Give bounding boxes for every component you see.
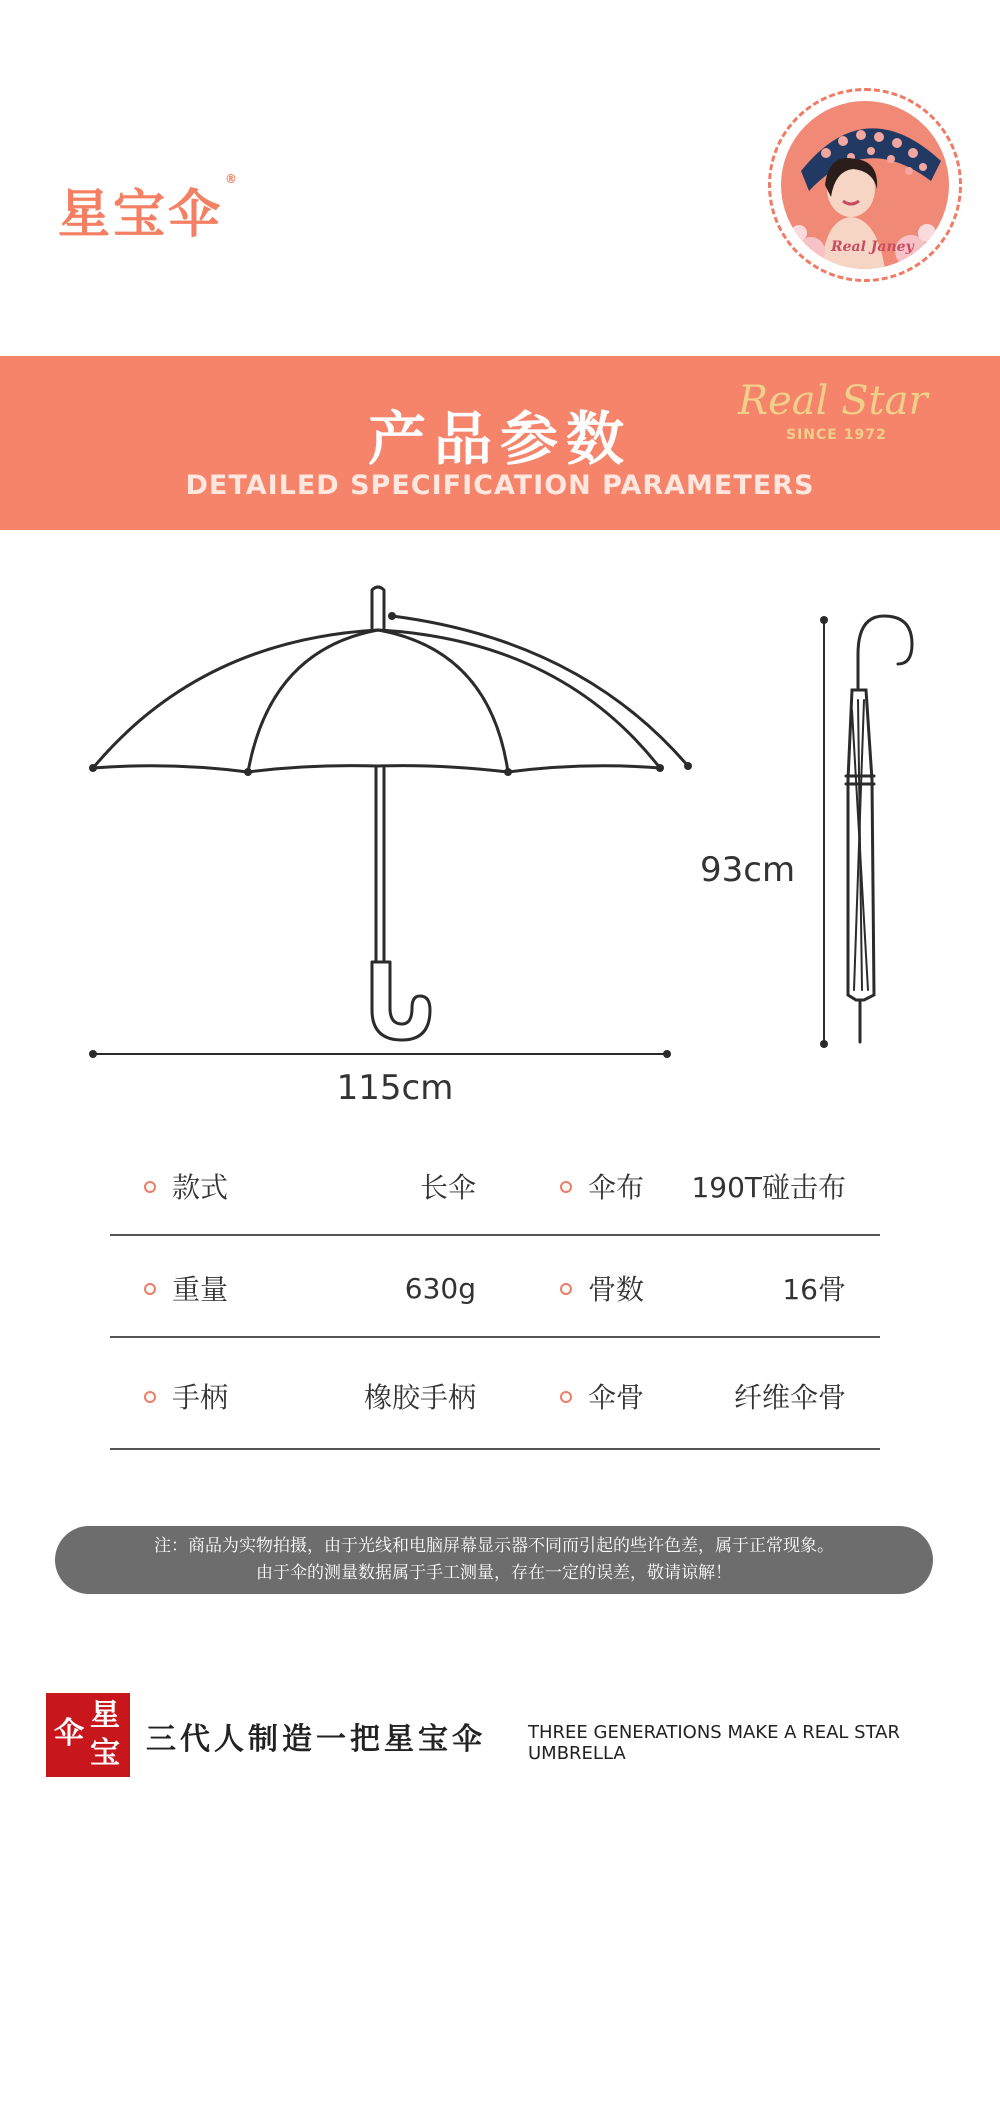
divider (110, 1448, 880, 1450)
bullet-icon (560, 1283, 572, 1295)
width-measurement: 115cm (336, 1068, 454, 1108)
badge-signature: Real Janey (831, 239, 914, 255)
divider (110, 1336, 880, 1338)
spec-value: 橡胶手柄 (363, 1381, 476, 1414)
spec-value: 190T碰击布 (691, 1171, 846, 1204)
seal-char: 宝 (90, 1736, 120, 1771)
spec-value: 长伞 (419, 1171, 476, 1204)
closed-handle-icon (858, 616, 912, 690)
spec-label: 手柄 (172, 1381, 229, 1414)
mascot-portrait-image (781, 101, 949, 269)
brand-seal-logo (46, 1693, 130, 1777)
spec-label: 款式 (172, 1171, 229, 1204)
umbrella-dimension-diagram (0, 560, 1000, 1080)
divider (110, 1234, 880, 1236)
spec-label: 伞布 (588, 1171, 645, 1204)
disclaimer-note (55, 1526, 933, 1594)
real-star-script-logo: Real Star (738, 378, 928, 424)
real-star-since: SINCE 1972 (786, 427, 887, 443)
mascot-badge (768, 88, 962, 282)
seal-char: 伞 (54, 1716, 84, 1751)
bullet-icon (560, 1181, 572, 1193)
spec-label: 骨数 (588, 1273, 645, 1306)
height-measurement: 93cm (700, 850, 796, 890)
brand-logo-text: 星宝伞 (58, 185, 224, 245)
spec-label: 伞骨 (588, 1381, 645, 1414)
note-line-2: 由于伞的测量数据属于手工测量，存在一定的误差，敬请谅解！ (256, 1563, 732, 1583)
spec-row (110, 1238, 880, 1338)
spec-value: 纤维伞骨 (733, 1381, 846, 1414)
registered-mark: ® (225, 172, 241, 186)
canopy-outline-icon (93, 630, 660, 768)
spec-value: 16骨 (782, 1273, 846, 1306)
bullet-icon (144, 1181, 156, 1193)
brand-logo (58, 172, 240, 247)
bullet-icon (144, 1391, 156, 1403)
slogan-english: THREE GENERATIONS MAKE A REAL STAR UMBRELLA (528, 1722, 901, 1764)
handle-icon (372, 962, 430, 1040)
spec-row (110, 1136, 880, 1236)
banner-subtitle: DETAILED SPECIFICATION PARAMETERS (185, 470, 815, 501)
banner-title: 产品参数 (367, 405, 632, 473)
bullet-icon (144, 1283, 156, 1295)
spec-label: 重量 (172, 1273, 229, 1306)
seal-char: 星 (90, 1698, 120, 1733)
slogan-chinese: 三代人制造一把星宝伞 (146, 1722, 486, 1757)
note-line-1: 注：商品为实物拍摄，由于光线和电脑屏幕显示器不同而引起的些许色差，属于正常现象。 (154, 1536, 834, 1556)
spec-value: 630g (404, 1271, 476, 1305)
bullet-icon (560, 1391, 572, 1403)
spec-row (110, 1346, 880, 1450)
